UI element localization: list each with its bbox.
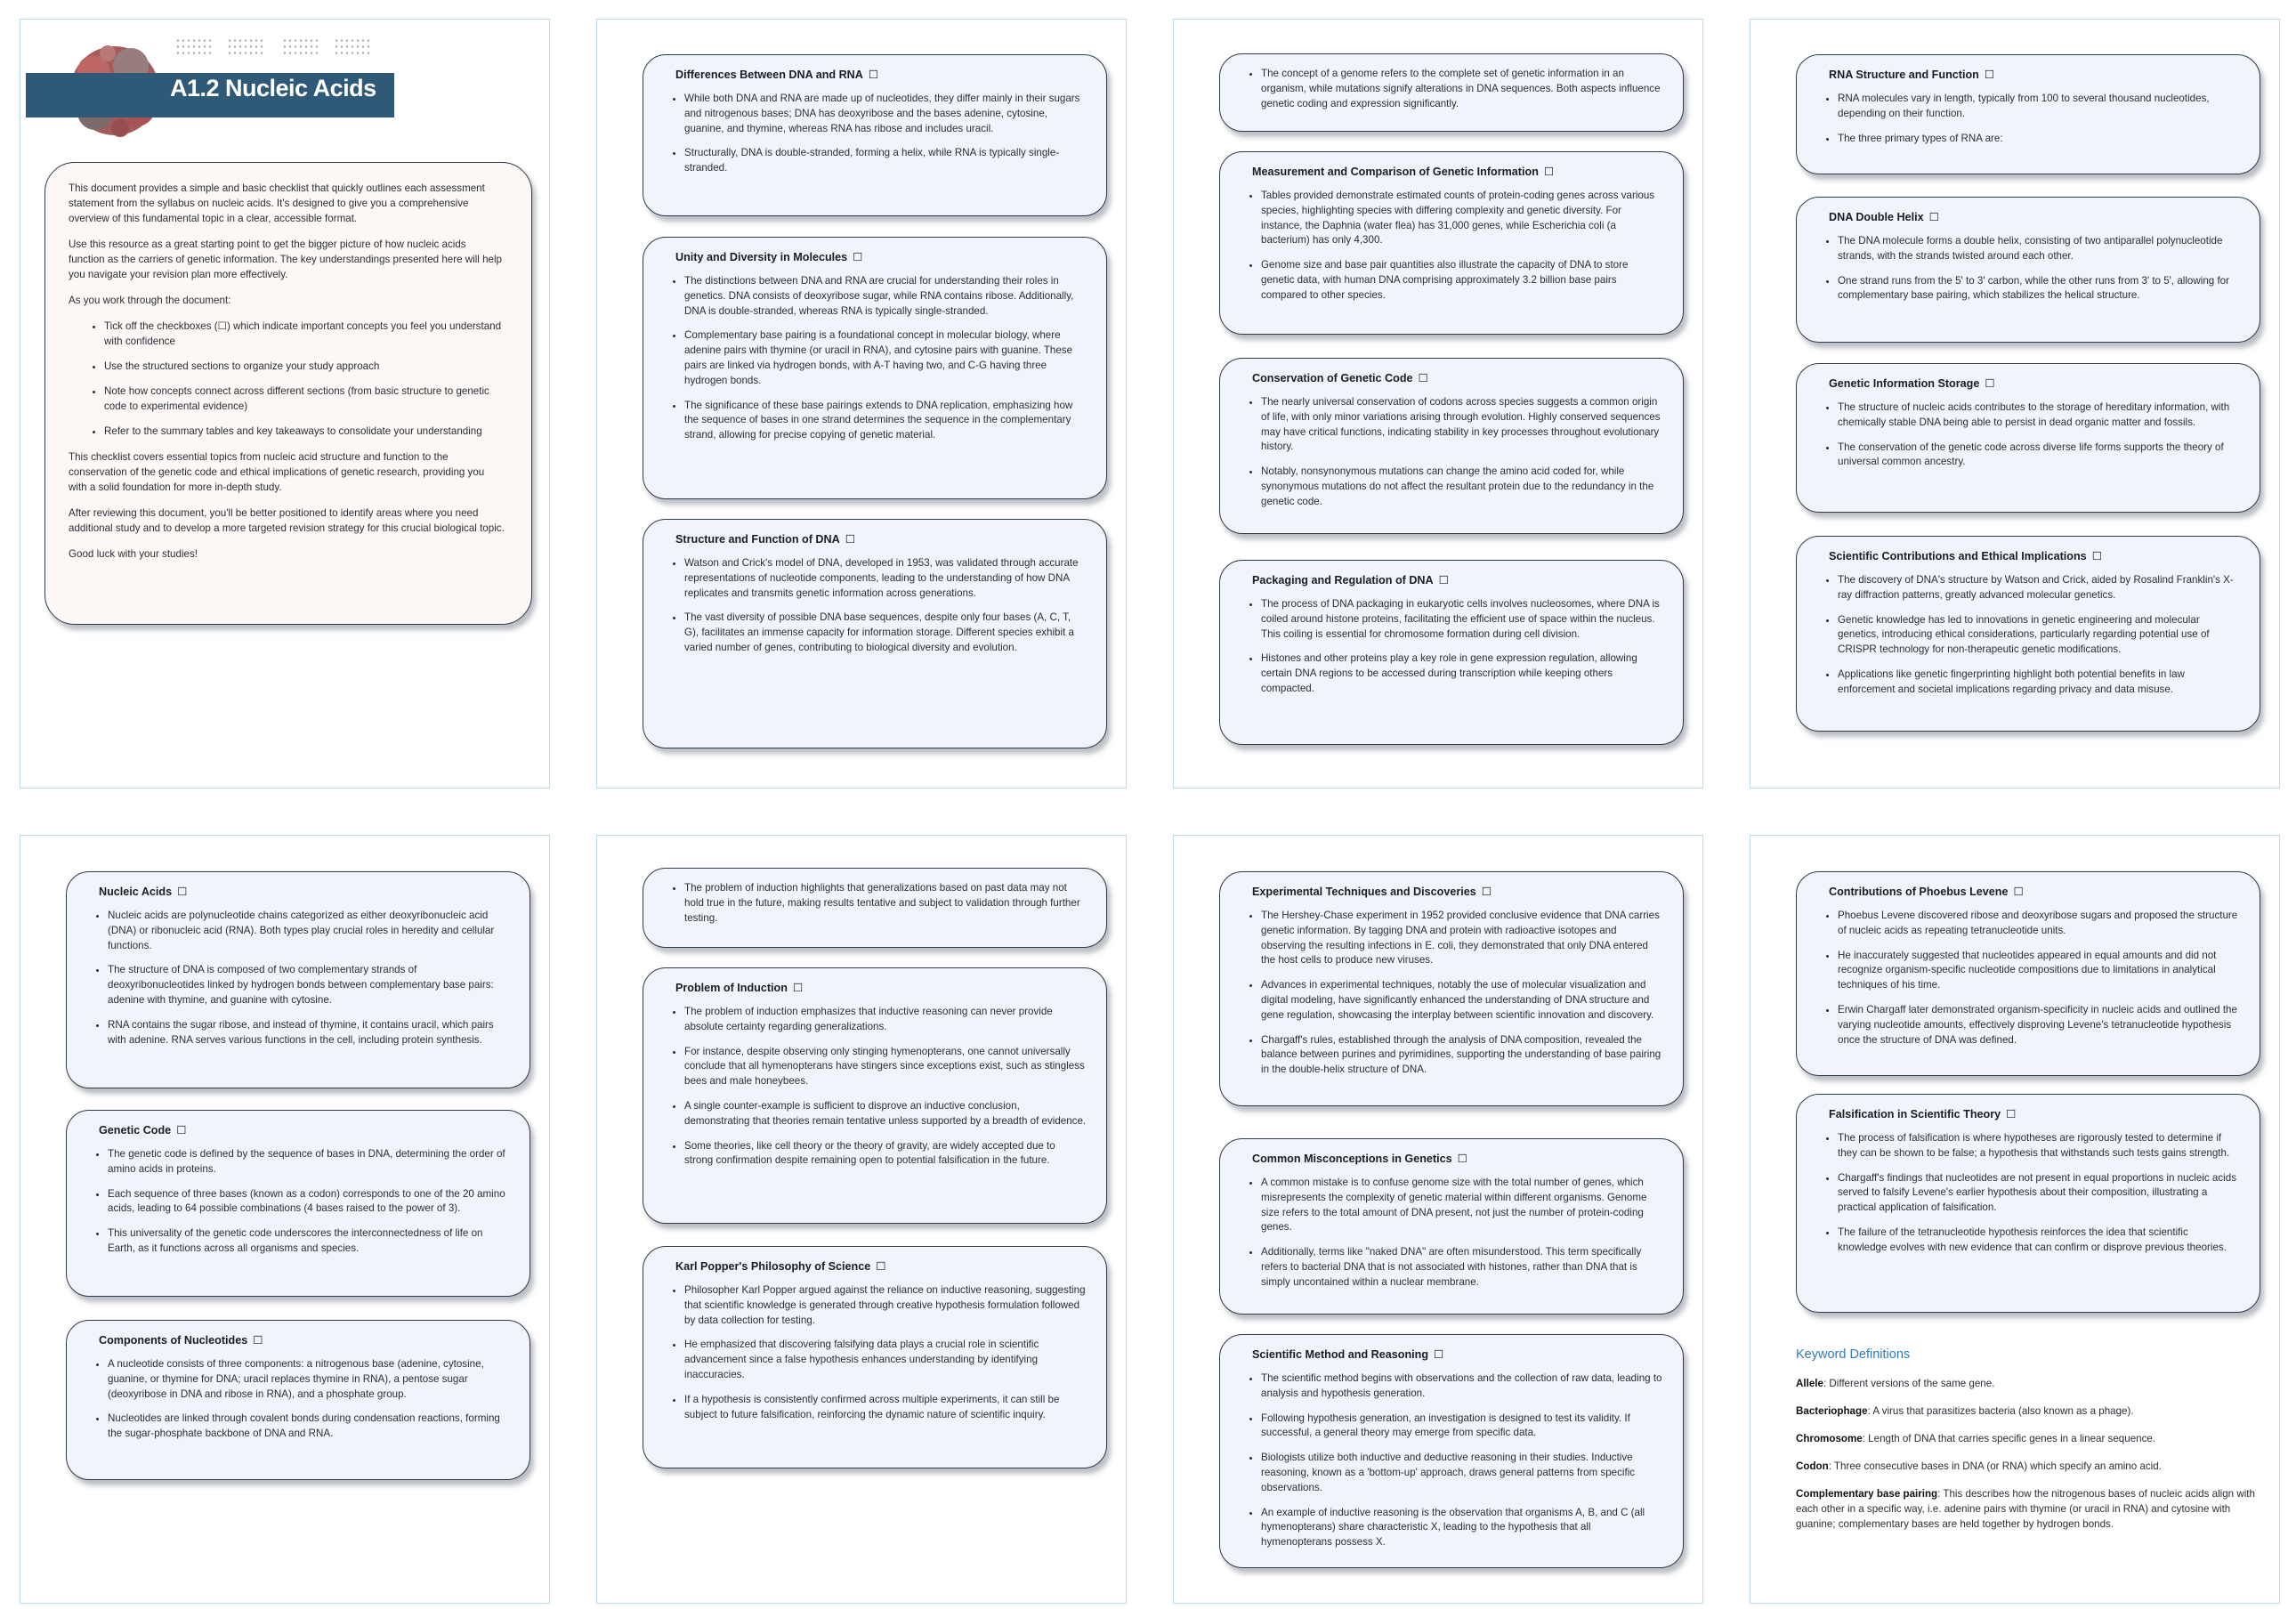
checkbox[interactable]: ☐	[253, 1334, 263, 1347]
card-title: Contributions of Phoebus Levene ☐	[1829, 886, 2024, 898]
bullet: • Chargaff's findings that nucleotides are not present in equal proportions in nucleic acids served to falsify Levene's earlier hypothesis about their composition, illustrating a practical application of falsification.	[1838, 1171, 2240, 1216]
card-title: Problem of Induction ☐	[675, 982, 804, 994]
page-6	[596, 835, 1127, 1604]
page-3	[1173, 19, 1703, 789]
card-experimental	[1219, 871, 1684, 1106]
intro-paragraph: This document provides a simple and basic checklist that quickly outlines each assessment statement from the syllabus on nucleic acids. It's designed to give you a comprehensive overview of this fundamental topic in a clear, accessible format.	[69, 182, 485, 224]
card-conservation	[1219, 358, 1684, 534]
page-7	[1173, 835, 1703, 1604]
card-title: Falsification in Scientific Theory ☐	[1829, 1108, 2017, 1120]
bullet: • Advances in experimental techniques, notably the use of molecular visualization and digital modeling, have significantly enhanced the understanding of DNA structure and gene regulation, showcasing the interplay between scientific innovation and discovery.	[1261, 978, 1663, 1023]
bullet: • RNA contains the sugar ribose, and instead of thymine, it contains uracil, which pairs with adenine. RNA serves various functions in the cell, including protein synthesis.	[108, 1018, 510, 1048]
bullet: • The DNA molecule forms a double helix, consisting of two antiparallel polynucleotide strands, with the strands twisted around each other.	[1838, 234, 2240, 264]
bullet: • The structure of DNA is composed of two complementary strands of deoxyribonucleotides linked by hydrogen bonds between complementary base pairs: adenine with thymine, and guanine with cytosine.	[108, 963, 510, 1007]
bullet: • The problem of induction emphasizes that inductive reasoning can never provide absolute certainty regarding generalizations.	[684, 1005, 1087, 1035]
decor-dots	[334, 37, 371, 55]
checkbox[interactable]: ☐	[1438, 574, 1449, 587]
card-misconceptions	[1219, 1138, 1684, 1315]
checkbox[interactable]: ☐	[1928, 211, 1939, 223]
checkbox[interactable]: ☐	[177, 886, 188, 898]
bullet: • Some theories, like cell theory or the theory of gravity, are widely accepted due to strong confirmation despite remaining open to potential falsification in the future.	[684, 1139, 1087, 1169]
checkbox[interactable]: ☐	[1481, 886, 1492, 898]
card-storage	[1796, 363, 2260, 513]
card-title: Experimental Techniques and Discoveries ☐	[1252, 886, 1492, 898]
bullet: • The conservation of the genetic code across diverse life forms supports the theory of universal common ancestry.	[1838, 441, 2240, 471]
card-title: Genetic Information Storage ☐	[1829, 377, 1995, 390]
card-title: Karl Popper's Philosophy of Science ☐	[675, 1260, 886, 1273]
checkbox[interactable]: ☐	[2013, 886, 2024, 898]
decor-dots	[175, 37, 213, 55]
card-levene	[1796, 871, 2260, 1076]
bullet: • Watson and Crick's model of DNA, developed in 1953, was validated through accurate representations of nucleotide components, leading to the understanding of how DNA replicates and transmits genetic information across generations.	[684, 556, 1087, 601]
bullet: • Applications like genetic fingerprinting highlight both potential benefits in law enforcement and societal implications regarding privacy and data misuse.	[1838, 667, 2240, 698]
card-title: Packaging and Regulation of DNA ☐	[1252, 574, 1449, 587]
card-title: RNA Structure and Function ☐	[1829, 69, 1995, 81]
page-8	[1750, 835, 2280, 1604]
card-rna-structure	[1796, 54, 2260, 174]
card-title: Components of Nucleotides ☐	[99, 1334, 263, 1347]
page-4	[1750, 19, 2280, 789]
card-title: Common Misconceptions in Genetics ☐	[1252, 1153, 1467, 1165]
bullet: • Biologists utilize both inductive and deductive reasoning in their studies. Inductive reasoning, known as a 'bottom-up' approach, draws general patterns from specific observations.	[1261, 1451, 1663, 1495]
keyword-item: Complementary base pairing: This describes how the nitrogenous bases of nucleic acids align with each other in a specific way, i.e. adenine pairs with thymine (or uracil in RNA) and cytosine with guanine; complementary bases are held together by hydrogen bonds.	[1796, 1488, 2255, 1530]
card-title: Nucleic Acids ☐	[99, 886, 188, 898]
bullet: • Notably, nonsynonymous mutations can change the amino acid coded for, while synonymous mutations do not affect the resultant protein due to the redundancy in the genetic code.	[1261, 465, 1663, 509]
decor-dots	[282, 37, 319, 55]
bullet: • One strand runs from the 5' to 3' carbon, while the other runs from 3' to 5', allowing for complementary base pairing, which stabilizes the helical structure.	[1838, 274, 2240, 304]
bullet: • Structurally, DNA is double-stranded, forming a helix, while RNA is typically single-stranded.	[684, 146, 1087, 176]
checkbox[interactable]: ☐	[2006, 1108, 2017, 1120]
keyword-heading: Keyword Definitions	[1796, 1347, 1911, 1362]
card-title: Structure and Function of DNA ☐	[675, 533, 855, 546]
bullet: • Chargaff's rules, established through the analysis of DNA composition, revealed the balance between purines and pyrimidines, supporting the understanding of base pairing in the double-helix structure of DNA.	[1261, 1033, 1663, 1078]
checkbox[interactable]: ☐	[1418, 372, 1428, 384]
bullet: • Histones and other proteins play a key role in gene expression regulation, allowing certain DNA regions to be accessed during transcription while keeping others compacted.	[1261, 651, 1663, 696]
keyword-list	[1796, 1376, 2259, 1544]
checkbox[interactable]: ☐	[868, 69, 879, 81]
bullet: • The process of falsification is where hypotheses are rigorously tested to determine if they can be shown to be false; a hypothesis that withstands such tests gains strength.	[1838, 1131, 2240, 1161]
intro-card	[44, 162, 532, 625]
bullet: • A nucleotide consists of three components: a nitrogenous base (adenine, cytosine, guanine, or thymine for DNA; uracil replaces thymine in RNA), a pentose sugar (deoxyribose in DNA and ribose in RNA), and a phosphate group.	[108, 1357, 510, 1402]
bullet: • Nucleic acids are polynucleotide chains categorized as either deoxyribonucleic acid (DNA) or ribonucleic acid (RNA). Both types play crucial roles in heredity and cellular functions.	[108, 909, 510, 953]
card-title: Measurement and Comparison of Genetic Information ☐	[1252, 166, 1555, 178]
card-structure-dna	[643, 519, 1107, 748]
keyword-item: Bacteriophage: A virus that parasitizes bacteria (also known as a phage).	[1796, 1405, 2134, 1417]
keyword-item: Chromosome: Length of DNA that carries specific genes in a linear sequence.	[1796, 1433, 2156, 1444]
bullet: • The significance of these base pairings extends to DNA replication, emphasizing how the sequence of bases in one strand determines the sequence in the complementary strand, allowing for precise copying of genetic material.	[684, 399, 1087, 443]
bullet: • The distinctions between DNA and RNA are crucial for understanding their roles in genetics. DNA consists of deoxyribose sugar, while RNA contains ribose. Additionally, DNA is double-stranded, whereas RNA is typically single-stranded.	[684, 274, 1087, 319]
bullet: • Additionally, terms like "naked DNA" are often misunderstood. This term specifically refers to bacterial DNA that is not associated with histones, rather than DNA that is simply uncontained within a nuclear membrane.	[1261, 1245, 1663, 1290]
card-induction-continued	[643, 868, 1107, 948]
bullet: • The failure of the tetranucleotide hypothesis reinforces the idea that scientific knowledge evolves with new evidence that can confirm or disprove previous theories.	[1838, 1226, 2240, 1256]
intro-bullet: • Tick off the checkboxes (☐) which indicate important concepts you feel you understand with confidence	[104, 319, 505, 349]
checkbox[interactable]: ☐	[176, 1124, 187, 1137]
checkbox[interactable]: ☐	[1457, 1153, 1467, 1165]
bullet: • The discovery of DNA's structure by Watson and Crick, aided by Rosalind Franklin's X-ray diffraction patterns, greatly advanced molecular genetics.	[1838, 573, 2240, 603]
checkbox[interactable]: ☐	[1543, 166, 1555, 178]
checkbox[interactable]: ☐	[845, 533, 855, 546]
intro-paragraph: As you work through the document:	[69, 295, 231, 306]
intro-paragraph: Good luck with your studies!	[69, 548, 198, 560]
intro-bullet: • Note how concepts connect across different sections (from basic structure to genetic code to experimental evidence)	[104, 384, 505, 414]
checkbox[interactable]: ☐	[1434, 1348, 1444, 1361]
bullet: • The concept of a genome refers to the complete set of genetic information in an organism, while mutations signify alterations in DNA sequences. Both aspects influence genetic coding and expression significantly.	[1261, 67, 1663, 111]
checkbox[interactable]: ☐	[853, 251, 863, 263]
card-popper	[643, 1246, 1107, 1468]
intro-bullet: • Use the structured sections to organize your study approach	[104, 359, 505, 374]
bullet: • The vast diversity of possible DNA base sequences, despite only four bases (A, C, T, G), facilitates an immense capacity for information storage. Different species exhibit a varied number of genes, contributing to biological diversity and evolution.	[684, 611, 1087, 655]
card-genome-continued	[1219, 53, 1684, 132]
bullet: • Philosopher Karl Popper argued against the reliance on inductive reasoning, suggesting that scientific knowledge is generated through creative hypothesis formulation followed by data collection for testing.	[684, 1283, 1087, 1328]
card-title: Conservation of Genetic Code ☐	[1252, 372, 1428, 384]
bullet: • He emphasized that discovering falsifying data plays a crucial role in scientific advancement since a false hypothesis enhances understanding by identifying inaccuracies.	[684, 1338, 1087, 1382]
bullet: • Genome size and base pair quantities also illustrate the capacity of DNA to store genetic data, with human DNA comprising approximately 3.2 billion base pairs compared to other species.	[1261, 258, 1663, 303]
card-title: Genetic Code ☐	[99, 1124, 187, 1137]
card-double-helix	[1796, 197, 2260, 343]
bullet: • The nearly universal conservation of codons across species suggests a common origin of life, with only minor variations arising through evolution. Highly conserved sequences may have critical functions, indicating stability in key processes throughout evolutionary history.	[1261, 395, 1663, 455]
card-induction	[643, 967, 1107, 1224]
card-contributions	[1796, 536, 2260, 732]
bullet: • Erwin Chargaff later demonstrated organism-specificity in nucleic acids and outlined the varying nucleotide amounts, effectively disproving Levene's tetranucleotide hypothesis once the structure of DNA was defined.	[1838, 1003, 2240, 1048]
checkbox[interactable]: ☐	[1985, 377, 1995, 390]
bullet: • The genetic code is defined by the sequence of bases in DNA, determining the order of amino acids in proteins.	[108, 1147, 510, 1177]
card-title: DNA Double Helix ☐	[1829, 211, 1939, 223]
intro-bullet: • Refer to the summary tables and key takeaways to consolidate your understanding	[104, 424, 505, 439]
bullet: • For instance, despite observing only stinging hymenopterans, one cannot universally conclude that all hymenopterans have stingers since exceptions exist, such as stingless bees and male honeybees.	[684, 1045, 1087, 1089]
page-5	[20, 835, 550, 1604]
card-unity	[643, 237, 1107, 499]
card-differences	[643, 54, 1107, 216]
card-packaging	[1219, 560, 1684, 745]
card-measurement	[1219, 151, 1684, 335]
intro-paragraph: This checklist covers essential topics from nucleic acid structure and function to the conservation of the genetic code and ethical implications of genetic research, providing you with a solid foundation for more in-depth study.	[69, 451, 485, 493]
intro-paragraph: After reviewing this document, you'll be better positioned to identify areas where you need additional study and to develop a more targeted revision strategy for this crucial biological topic.	[69, 507, 505, 534]
bullet: • A single counter-example is sufficient to disprove an inductive conclusion, demonstrating that theories remain tentative unless supported by a breadth of evidence.	[684, 1099, 1087, 1129]
bullet: • An example of inductive reasoning is the observation that organisms A, B, and C (all hymenopterans) share characteristic X, leading to the hypothesis that all hymenopterans possess X.	[1261, 1506, 1663, 1550]
keyword-item: Codon: Three consecutive bases in DNA (or RNA) which specify an amino acid.	[1796, 1460, 2162, 1472]
bullet: • The process of DNA packaging in eukaryotic cells involves nucleosomes, where DNA is coiled around histone proteins, facilitating the efficient use of space within the nucleus. This coiling is essential for chromosome formation during cell division.	[1261, 597, 1663, 642]
checkbox[interactable]: ☐	[876, 1260, 886, 1273]
bullet: • The problem of induction highlights that generalizations based on past data may not hold true in the future, making results tentative and subject to validation through further testing.	[684, 881, 1087, 926]
bullet: • RNA molecules vary in length, typically from 100 to several thousand nucleotides, depending on their function.	[1838, 92, 2240, 122]
bullet: • This universality of the genetic code underscores the interconnectedness of life on Earth, as it functions across all organisms and species.	[108, 1226, 510, 1257]
bullet: • The structure of nucleic acids contributes to the storage of hereditary information, with chemically stable DNA being able to persist in dead organic matter and fossils.	[1838, 400, 2240, 431]
card-nucleic-acids	[66, 871, 530, 1088]
card-components	[66, 1320, 530, 1480]
bullet: • Tables provided demonstrate estimated counts of protein-coding genes across various species, highlighting species with differing complexity and genetic diversity. For instance, the Daphnia (water flea) has 31,000 genes, while Escherichia coli (a bacterium) has only 4,300.	[1261, 189, 1663, 248]
bullet: • Following hypothesis generation, an investigation is designed to test its validity. If successful, a general theory may emerge from specific data.	[1261, 1412, 1663, 1442]
card-method	[1219, 1334, 1684, 1568]
bullet: • Complementary base pairing is a foundational concept in molecular biology, where adenine pairs with thymine (or uracil in RNA), and cytosine pairs with guanine. These pairs are linked via hydrogen bonds, with A-T having two, and C-G having three hydrogen bonds.	[684, 328, 1087, 388]
card-falsification	[1796, 1094, 2260, 1313]
decor-dots	[227, 37, 264, 55]
bullet: • Nucleotides are linked through covalent bonds during condensation reactions, forming the sugar-phosphate backbone of DNA and RNA.	[108, 1412, 510, 1442]
page-1	[20, 19, 550, 789]
bullet: • The three primary types of RNA are:	[1838, 132, 2240, 147]
card-title: Scientific Contributions and Ethical Implications ☐	[1829, 550, 2102, 562]
intro-paragraph: Use this resource as a great starting point to get the bigger picture of how nucleic acids function as the carriers of genetic information. The key understandings presented here will help you navigate your revision plan more effectively.	[69, 239, 502, 280]
card-genetic-code	[66, 1110, 530, 1297]
checkbox[interactable]: ☐	[792, 982, 804, 994]
card-title: Scientific Method and Reasoning ☐	[1252, 1348, 1444, 1361]
checkbox[interactable]: ☐	[1984, 69, 1995, 81]
checkbox[interactable]: ☐	[2091, 550, 2102, 562]
bullet: • He inaccurately suggested that nucleotides appeared in equal amounts and did not recognize organism-specific nucleotide compositions due to limitations in analytical techniques of his time.	[1838, 949, 2240, 993]
bullet: • While both DNA and RNA are made up of nucleotides, they differ mainly in their sugars and nitrogenous bases; DNA has deoxyribose and the bases adenine, cytosine, guanine, and thymine, whereas RNA has ribose and includes uracil.	[684, 92, 1087, 136]
bullet: • A common mistake is to confuse genome size with the total number of genes, which misrepresents the complexity of genetic material within different organisms. Genome size refers to the total amount of DNA present, not just the number of protein-coding genes.	[1261, 1176, 1663, 1235]
intro-bullets	[69, 319, 505, 439]
bullet: • Each sequence of three bases (known as a codon) corresponds to one of the 20 amino acids, leading to 64 possible combinations (4 bases raised to the power of 3).	[108, 1187, 510, 1218]
bullet: • Genetic knowledge has led to innovations in genetic engineering and molecular genetics, introducing ethical considerations, particularly regarding potential use of CRISPR technology for non-therapeutic genetic modifications.	[1838, 613, 2240, 658]
bullet: • Phoebus Levene discovered ribose and deoxyribose sugars and proposed the structure of nucleic acids as repeating tetranucleotide units.	[1838, 909, 2240, 939]
card-title: Differences Between DNA and RNA ☐	[675, 69, 879, 81]
card-title: Unity and Diversity in Molecules ☐	[675, 251, 863, 263]
bullet: • The scientific method begins with observations and the collection of raw data, leading to analysis and hypothesis generation.	[1261, 1371, 1663, 1402]
bullet: • The Hershey-Chase experiment in 1952 provided conclusive evidence that DNA carries genetic information. By tagging DNA and protein with radioactive isotopes and observing the resulting infections in E. coli, they demonstrated that only DNA entered the host cells to produce new viruses.	[1261, 909, 1663, 968]
page-2	[596, 19, 1127, 789]
bullet: • If a hypothesis is consistently confirmed across multiple experiments, it can still be subject to future falsification, reinforcing the dynamic nature of scientific inquiry.	[684, 1393, 1087, 1423]
keyword-item: Allele: Different versions of the same gene.	[1796, 1378, 1995, 1389]
page-title: A1.2 Nucleic Acids	[170, 75, 376, 101]
